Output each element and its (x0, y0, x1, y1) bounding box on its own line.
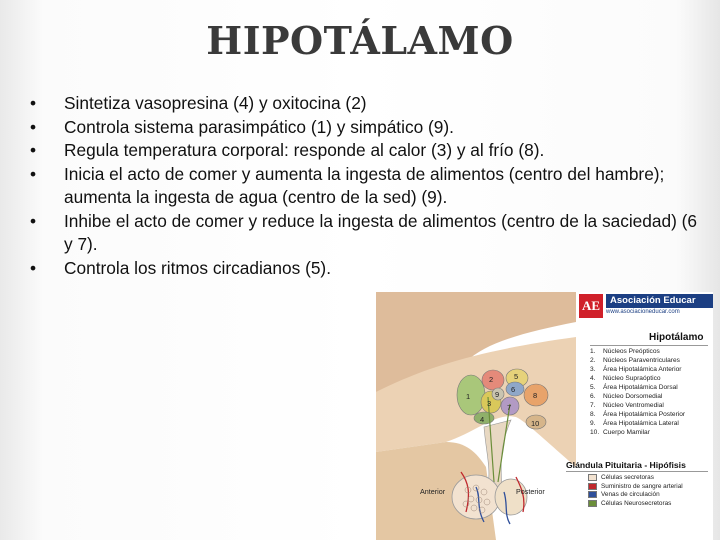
logo-url: www.asociacioneducar.com (606, 309, 680, 315)
legend-number: 7. (590, 402, 596, 409)
infundibulum-stalk (484, 420, 511, 487)
region-number: 2 (489, 375, 494, 384)
bullet-list (30, 92, 700, 280)
legend-item (590, 383, 685, 392)
region-number: 4 (480, 415, 485, 424)
legend-item (590, 356, 685, 365)
legend-number: 1. (590, 348, 596, 355)
bullet-item (30, 139, 700, 163)
bullet-item (30, 163, 700, 210)
legend-item (590, 410, 685, 419)
region-number: 9 (495, 390, 500, 399)
key-swatch (588, 491, 597, 498)
pituitary-posterior-lobe (495, 479, 527, 515)
legend-item (590, 401, 685, 410)
color-key-list (588, 474, 683, 509)
legend-number: 10. (590, 429, 600, 436)
region-number: 10 (531, 419, 540, 428)
bullet-text: Controla sistema parasimpático (1) y simpático (9). (64, 116, 454, 137)
legend-label: Núcleo Supraóptico (603, 375, 661, 382)
bullet-text: Regula temperatura corporal: responde al calor (3) y al frío (8). (64, 140, 545, 160)
bullet-text: Controla los ritmos circadianos (5). (64, 257, 331, 278)
legend-number: 5. (590, 384, 596, 391)
legend-label: Núcleo Ventromedial (603, 402, 664, 409)
region-number: 6 (511, 385, 516, 394)
key-item (588, 474, 683, 483)
legend-label: Núcleos Preópticos (603, 348, 660, 355)
legend-label: Área Hipotalámica Anterior (603, 366, 682, 373)
bullet-item (30, 257, 700, 281)
region-1 (457, 375, 485, 415)
posterior-label: Posterior (516, 487, 545, 496)
legend-label: Núcleos Paraventriculares (603, 357, 680, 364)
bullet-dot: • (30, 140, 37, 160)
legend-list (590, 347, 685, 437)
pituitary-divider (566, 471, 708, 472)
slide-title: HIPOTÁLAMO (206, 18, 514, 63)
key-label: Células secretoras (601, 474, 654, 482)
pituitary-title: Glándula Pituitaria - Hipófisis (566, 460, 686, 470)
bullet-dot: • (30, 163, 37, 184)
key-label: Células Neurosecretoras (601, 500, 672, 508)
anterior-label: Anterior (420, 487, 446, 496)
bullet-dot: • (30, 93, 37, 113)
bullet-dot: • (30, 210, 37, 231)
key-swatch (588, 500, 597, 507)
bullet-text: Inicia el acto de comer y aumenta la ingesta de alimentos (centro del hambre); aumenta la ingesta de agua (centro de la sed) (9). (64, 163, 665, 207)
logo-mark: AE (579, 294, 603, 318)
region-number: 1 (466, 392, 471, 401)
legend-number: 4. (590, 375, 596, 382)
legend-number: 2. (590, 357, 596, 364)
legend-item (590, 365, 685, 374)
key-item (588, 491, 683, 500)
bullet-item (30, 92, 700, 116)
key-item (588, 483, 683, 492)
bullet-dot: • (30, 116, 37, 137)
legend-label: Cuerpo Mamilar (603, 429, 650, 436)
bullet-text: Inhibe el acto de comer y reduce la ingesta de alimentos (centro de la saciedad) (6 y 7). (64, 210, 698, 254)
legend-item (590, 392, 685, 401)
logo-name: Asociación Educar (606, 294, 713, 308)
pituitary-anterior-lobe (452, 475, 500, 519)
key-label: Venas de circulación (601, 491, 660, 499)
hypothalamus-figure (376, 292, 713, 540)
association-logo (579, 292, 713, 320)
legend-item (590, 419, 685, 428)
legend-divider (590, 345, 708, 346)
region-number: 5 (514, 372, 519, 381)
bullet-text: Sintetiza vasopresina (4) y oxitocina (2) (64, 93, 367, 113)
bullet-item (30, 210, 700, 257)
legend-title: Hipotálamo (649, 332, 704, 343)
region-number: 7 (507, 403, 512, 412)
legend-number: 9. (590, 420, 596, 427)
legend-number: 6. (590, 393, 596, 400)
key-swatch (588, 483, 597, 490)
legend-item (590, 428, 685, 437)
legend-number: 3. (590, 366, 596, 373)
bullet-dot: • (30, 257, 37, 278)
legend-item (590, 374, 685, 383)
legend-label: Núcleo Dorsomedial (603, 393, 663, 400)
legend-label: Área Hipotalámica Lateral (603, 420, 679, 427)
legend-label: Área Hipotalámica Dorsal (603, 384, 678, 391)
bullet-item (30, 116, 700, 140)
key-label: Suministro de sangre arterial (601, 482, 683, 490)
legend-item (590, 347, 685, 356)
region-number: 3 (487, 399, 492, 408)
key-swatch (588, 474, 597, 481)
legend-label: Área Hipotalámica Posterior (603, 411, 686, 418)
region-number: 8 (533, 391, 538, 400)
key-item (588, 500, 683, 509)
legend-number: 8. (590, 411, 596, 418)
